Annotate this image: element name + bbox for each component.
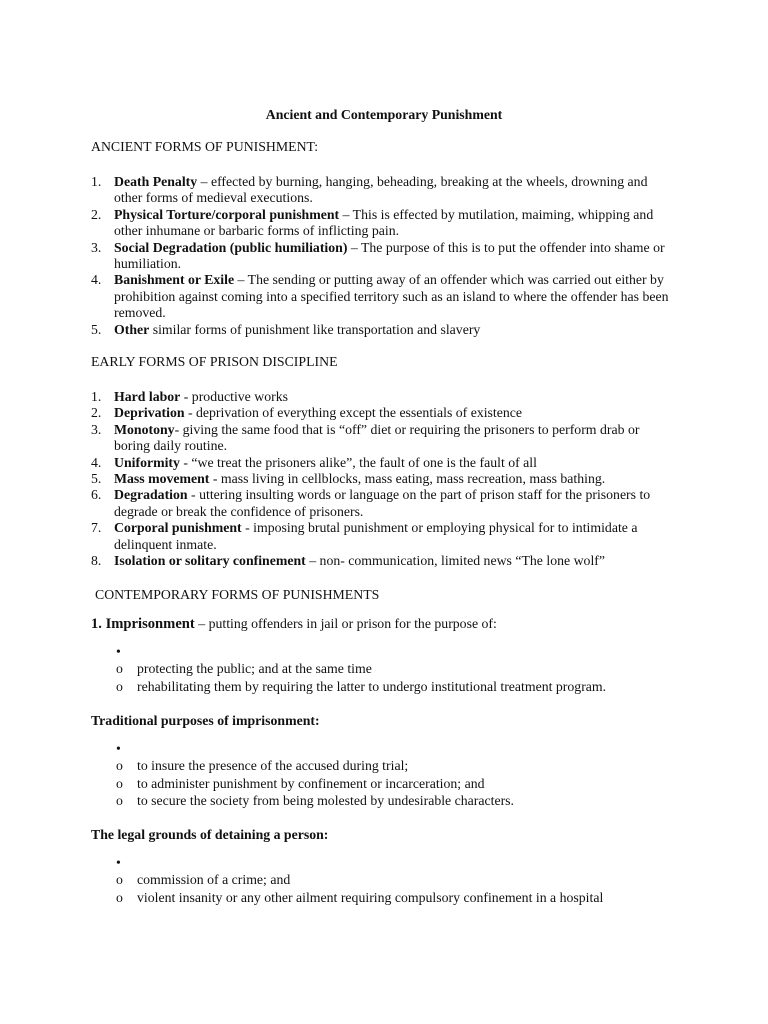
bullet-marker: o: [116, 758, 123, 774]
item-term: Deprivation: [114, 405, 185, 421]
item-text: protecting the public; and at the same time: [137, 661, 372, 677]
item-text: to insure the presence of the accused during trial;: [137, 758, 409, 774]
bullet-marker: o: [116, 775, 123, 791]
imprisonment-purposes-list: [116, 643, 606, 695]
item-number: 8.: [91, 553, 102, 569]
item-term: Isolation or solitary confinement: [114, 553, 306, 569]
list-item: [91, 487, 674, 520]
legal-grounds-list: [116, 854, 603, 906]
list-item: [91, 174, 674, 207]
item-term: Other: [114, 321, 150, 337]
list-item: [116, 740, 514, 757]
item-term: Monotony: [114, 421, 175, 437]
item-number: 5.: [91, 471, 102, 487]
item-text: commission of a crime; and: [137, 872, 291, 888]
item-description: - giving the same food that is “off” diet or requiring the prisoners to perform drab or boring daily routine.: [114, 421, 640, 454]
item-number: 4.: [91, 454, 102, 470]
item-number: 4.: [91, 272, 102, 288]
bullet-marker: •: [116, 855, 121, 870]
list-item: [116, 854, 603, 871]
section-heading-early: EARLY FORMS OF PRISON DISCIPLINE: [91, 354, 338, 369]
bullet-marker: o: [116, 678, 123, 694]
list-item: [91, 272, 674, 321]
section-heading-ancient: ANCIENT FORMS OF PUNISHMENT:: [91, 139, 319, 154]
list-item: [116, 678, 606, 695]
item-term: Social Degradation (public humiliation): [114, 239, 348, 255]
item-term: Uniformity: [114, 454, 180, 470]
bullet-marker: o: [116, 793, 123, 809]
item-text: violent insanity or any other ailment requiring compulsory confinement in a hospital: [137, 889, 604, 905]
page-title: Ancient and Contemporary Punishment: [265, 107, 503, 122]
item-number: 7.: [91, 520, 102, 536]
list-item: [116, 871, 603, 888]
item-term: Hard labor: [114, 389, 181, 404]
traditional-purposes-list: [116, 740, 514, 810]
list-item: [91, 422, 674, 455]
item-term: Death Penalty: [114, 174, 198, 189]
item-term: Mass movement: [114, 471, 210, 487]
item-number: 3.: [91, 421, 102, 437]
item-description: - deprivation of everything except the essentials of existence: [184, 405, 523, 421]
list-item: [91, 520, 674, 553]
item-term: Physical Torture/corporal punishment: [114, 206, 340, 222]
imprisonment-paragraph: [91, 616, 497, 632]
early-discipline-list: [91, 389, 674, 569]
list-item: [91, 322, 674, 338]
item-number: 5.: [91, 321, 102, 337]
item-description: - “we treat the prisoners alike”, the fault of one is the fault of all: [179, 454, 537, 470]
item-description: similar forms of punishment like transportation and slavery: [149, 321, 481, 337]
bullet-marker: o: [116, 872, 123, 888]
list-item: [91, 553, 674, 569]
item-term: Degradation: [114, 487, 188, 503]
item-description: - productive works: [180, 389, 288, 404]
list-item: [116, 775, 514, 792]
bullet-marker: o: [116, 661, 123, 677]
item-text: to administer punishment by confinement or incarceration; and: [137, 775, 485, 791]
item-term: Banishment or Exile: [114, 272, 235, 288]
item-description: – The purpose of this is to put the offender into shame or humiliation.: [114, 239, 665, 272]
item-description: – The sending or putting away of an offender which was carried out either by prohibition against coming into a specified territory such as an island to where the offender has been removed.: [114, 272, 669, 321]
list-item: [116, 757, 514, 774]
list-item: [91, 240, 674, 273]
list-item: [91, 405, 674, 421]
item-number: 2.: [91, 206, 102, 222]
item-text: to secure the society from being molested by undesirable characters.: [137, 793, 514, 809]
bullet-marker: •: [116, 741, 121, 756]
item-description: - uttering insulting words or language on the part of prison staff for the prisoners to degrade or break the confidence of prisoners.: [114, 487, 651, 519]
item-description: – non- communication, limited news “The lone wolf”: [305, 553, 605, 569]
item-number: 2.: [91, 405, 102, 421]
list-item: [116, 792, 514, 809]
item-number: 1.: [91, 389, 102, 404]
subheading-traditional-purposes: Traditional purposes of imprisonment:: [91, 713, 320, 728]
subheading-legal-grounds: The legal grounds of detaining a person:: [91, 827, 329, 842]
item-text: rehabilitating them by requiring the latter to undergo institutional treatment program.: [137, 678, 607, 694]
item-number: 3.: [91, 239, 102, 255]
section-heading-contemporary: CONTEMPORARY FORMS OF PUNISHMENTS: [95, 587, 380, 602]
item-description: - mass living in cellblocks, mass eating, mass recreation, mass bathing.: [209, 471, 606, 487]
imprisonment-label: 1. Imprisonment: [91, 616, 195, 632]
bullet-marker: o: [116, 889, 123, 905]
item-number: 6.: [91, 487, 102, 503]
list-item: [91, 389, 674, 405]
list-item: [116, 889, 603, 906]
item-description: – This is effected by mutilation, maiming, whipping and other inhumane or barbaric forms of inflicting pain.: [114, 206, 654, 239]
bullet-marker: •: [116, 644, 121, 659]
list-item: [116, 643, 606, 660]
imprisonment-description: – putting offenders in jail or prison for the purpose of:: [194, 616, 497, 631]
item-term: Corporal punishment: [114, 520, 242, 536]
list-item: [91, 455, 674, 471]
item-number: 1.: [91, 174, 102, 189]
ancient-punishment-list: [91, 174, 674, 338]
list-item: [116, 660, 606, 677]
item-description: – effected by burning, hanging, beheading, breaking at the wheels, drowning and other forms of medieval executions.: [114, 174, 648, 206]
item-description: - imposing brutal punishment or employing physical for to intimidate a delinquent inmate.: [114, 520, 638, 552]
list-item: [91, 207, 674, 240]
list-item: [91, 471, 674, 487]
